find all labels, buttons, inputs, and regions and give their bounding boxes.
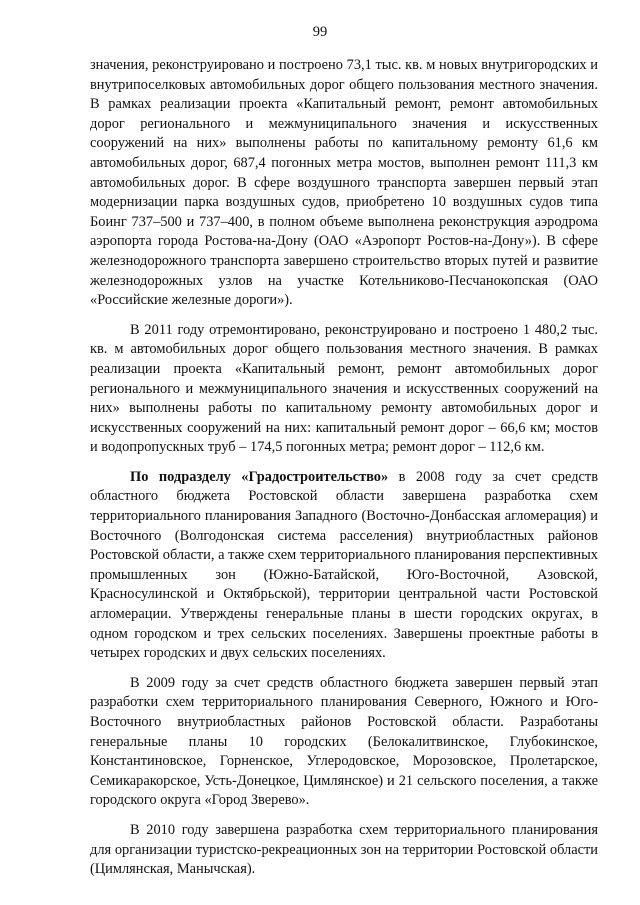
- page-body: [90, 56, 598, 880]
- paragraph-2009: [90, 674, 598, 811]
- paragraph-text: В 2010 году завершена разработка схем территориального планирования для организации туристско-рекреационных зон на территории Ростовской области (Цимлянская, Манычская).: [90, 821, 598, 878]
- paragraph-urban-planning: [90, 468, 598, 664]
- page-number: 99: [312, 24, 328, 40]
- paragraph-text: в 2008 году за счет средств областного бюджета Ростовской области завершена разработка схем территориального планирования Западного (Восточно-Донбасская агломерация) и Восточного (Волгодонская система расселения) внутриобластных районов Ростовской области, а также схем территориального планирования перспективных промышленных зон (Южно-Батайской, Юго-Восточной, Азовской, Красносулинской и Октябрьской), территории центральной части Ростовской агломерации. Утверждены генеральные планы в шести городских округах, в одном городском и трех сельских поселениях. Завершены проектные работы в четырех городских и двух сельских поселениях.: [90, 468, 598, 662]
- paragraph-2011: [90, 321, 598, 458]
- paragraph-text: В 2009 году за счет средств областного бюджета завершен первый этап разработки схем территориального планирования Северного, Южного и Юго-Восточного внутриобластных районов Ростовской области. Разработаны генеральные планы 10 городских (Белокалитвинское, Глубокинское, Константиновское, Горненское, Углеродовское, Морозовское, Пролетарское, Семикаракорское, Усть-Донецкое, Цимлянское) и 21 сельского поселения, а также городского округа «Город Зверево».: [90, 674, 598, 809]
- paragraph-2010: [90, 821, 598, 880]
- paragraph-continuation: [90, 56, 598, 311]
- paragraph-text: значения, реконструировано и построено 73,1 тыс. кв. м новых внутригородских и внутрипоселковых автомобильных дорог общего пользования местного значения. В рамках реализации проекта «Капитальный ремонт, ремонт автомобильных дорог регионального и межмуниципального значения и искусственных сооружений на них» выполнены работы по капитальному ремонту 61,6 км автомобильных дорог, 687,4 погонных метра мостов, выполнен ремонт 111,3 км автомобильных дорог. В сфере воздушного транспорта завершен первый этап модернизации парка воздушных судов, приобретено 10 воздушных судов типа Боинг 737–500 и 737–400, в полном объеме выполнена реконструкция аэродрома аэропорта города Ростова-на-Дону (ОАО «Аэропорт Ростов-на-Дону»). В сфере железнодорожного транспорта завершено строительство вторых путей и развитие железнодорожных узлов на участке Котельниково-Песчанокопская (ОАО «Российские железные дороги»).: [90, 57, 598, 309]
- paragraph-text: В 2011 году отремонтировано, реконструировано и построено 1 480,2 тыс. кв. м автомобильных дорог общего пользования местного значения. В рамках реализации проекта «Капитальный ремонт, ремонт автомобильных дорог регионального и межмуниципального значения и искусственных сооружений на них» выполнены работы по капитальному ремонту автомобильных дорог и искусственных сооружений на них: капитальный ремонт дорог – 66,6 км; мостов и водопропускных труб – 174,5 погонных метра; ремонт дорог – 112,6 км.: [90, 321, 598, 456]
- section-heading-lead: По подразделу «Градостроительство»: [130, 468, 389, 485]
